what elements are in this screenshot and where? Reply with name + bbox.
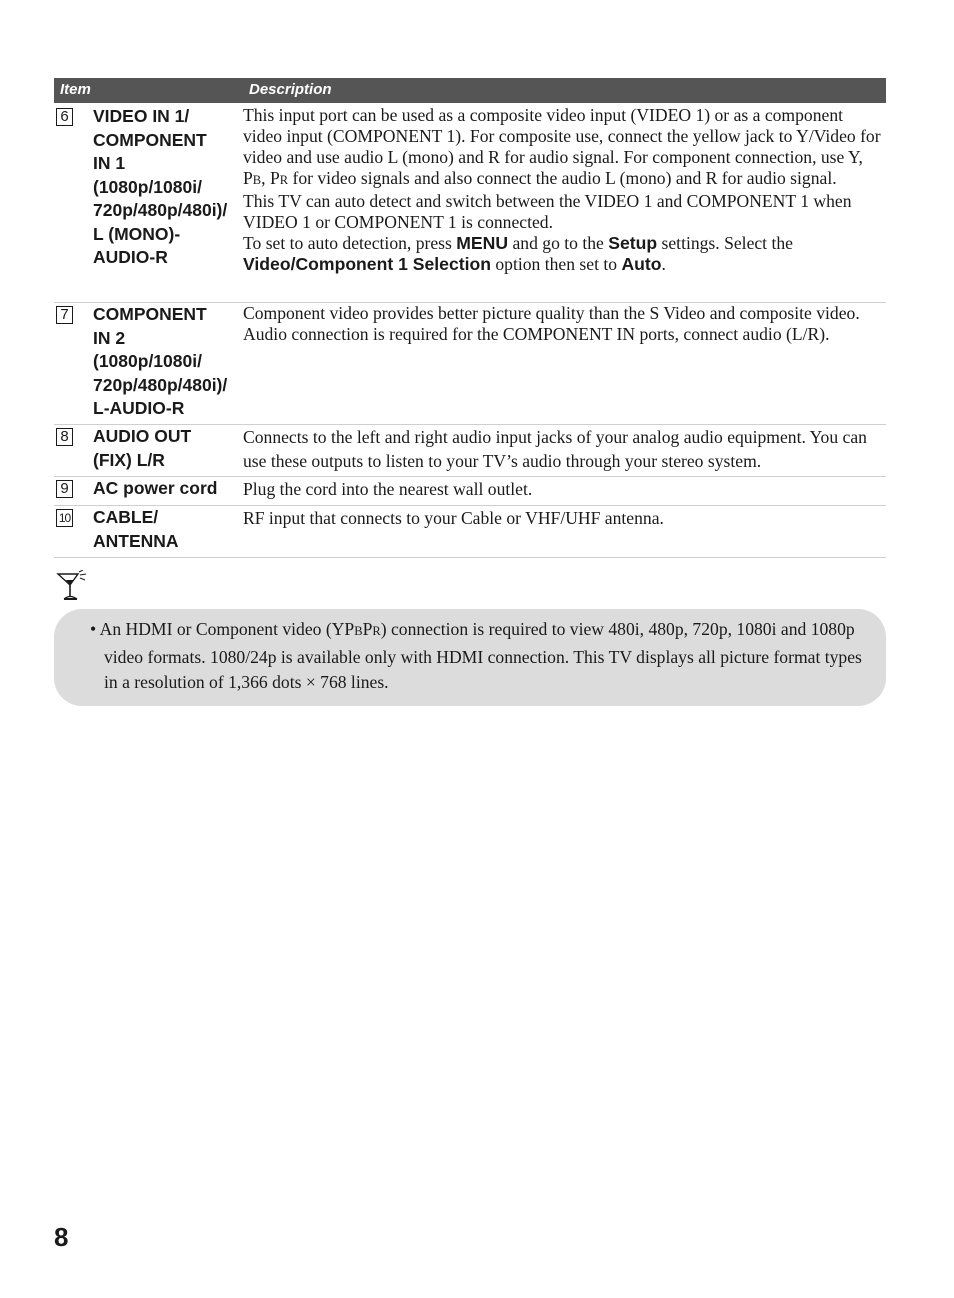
hint-lamp-icon — [56, 570, 92, 604]
header-item: Item — [60, 81, 91, 98]
table-row — [54, 506, 886, 558]
description-paragraph: To set to auto detection, press MENU and go to the Setup settings. Select the Video/Component 1 Selection option then set to Auto. — [243, 233, 793, 274]
header-description: Description — [249, 81, 332, 98]
description-paragraph: This input port can be used as a composite video input (VIDEO 1) or as a component video input (COMPONENT 1). For composite use, connect the yellow jack to Y/Video for video and use audio L (mono) and R for audio signal. For component connection, use Y, PB, PR for video signals and also connect the audio L (mono) and R for audio signal. — [243, 105, 881, 188]
row-item-label: AUDIO OUT (FIX) L/R — [93, 426, 192, 470]
description-paragraph: Plug the cord into the nearest wall outlet. — [243, 479, 533, 499]
description-paragraph: Audio connection is required for the COMPONENT IN ports, connect audio (L/R). — [243, 324, 830, 344]
row-number: 7 — [56, 306, 73, 324]
description-paragraph: Component video provides better picture quality than the S Video and composite video. — [243, 303, 860, 323]
description-paragraph: This TV can auto detect and switch between the VIDEO 1 and COMPONENT 1 when VIDEO 1 or COMPONENT 1 is connected. — [243, 191, 852, 232]
description-paragraph: Connects to the left and right audio input jacks of your analog audio equipment. You can use these outputs to listen to your TV’s audio through your stereo system. — [243, 427, 867, 471]
row-description — [243, 425, 886, 473]
row-number: 9 — [56, 480, 73, 498]
auto-value-name: Auto — [621, 254, 662, 274]
row-description — [243, 105, 886, 275]
hint-note-box — [54, 609, 886, 706]
table-row — [54, 303, 886, 425]
menu-button-name: MENU — [456, 233, 509, 253]
row-item-label: CABLE/ ANTENNA — [93, 507, 179, 551]
row-item-label: AC power cord — [93, 478, 218, 498]
row-number: 10 — [56, 509, 73, 527]
page-number: 8 — [54, 1222, 69, 1252]
row-description — [243, 303, 886, 345]
row-number: 8 — [56, 428, 73, 446]
table-row — [54, 477, 886, 506]
row-item-label: VIDEO IN 1/ COMPONENT IN 1 (1080p/1080i/ 720p/480p/480i)/ L (MONO)- AUDIO-R — [93, 106, 228, 267]
table-header — [54, 78, 886, 103]
video-component-option-name: Video/Component 1 Selection — [243, 254, 491, 274]
row-description — [243, 477, 886, 501]
description-paragraph: RF input that connects to your Cable or VHF/UHF antenna. — [243, 508, 664, 528]
row-number: 6 — [56, 108, 73, 126]
table-row — [54, 425, 886, 477]
row-description — [243, 506, 886, 530]
row-item-label: COMPONENT IN 2 (1080p/1080i/ 720p/480p/480i)/ L-AUDIO-R — [93, 304, 228, 418]
hint-note-text: • An HDMI or Component video (YPBPR) connection is required to view 480i, 480p, 720p, 1080i and 1080p video formats. 1080/24p is available only with HDMI connection. This TV displays all picture format types in a resolution of 1,366 dots × 768 lines. — [90, 619, 862, 692]
table-row — [54, 105, 886, 303]
setup-settings-name: Setup — [608, 233, 658, 253]
